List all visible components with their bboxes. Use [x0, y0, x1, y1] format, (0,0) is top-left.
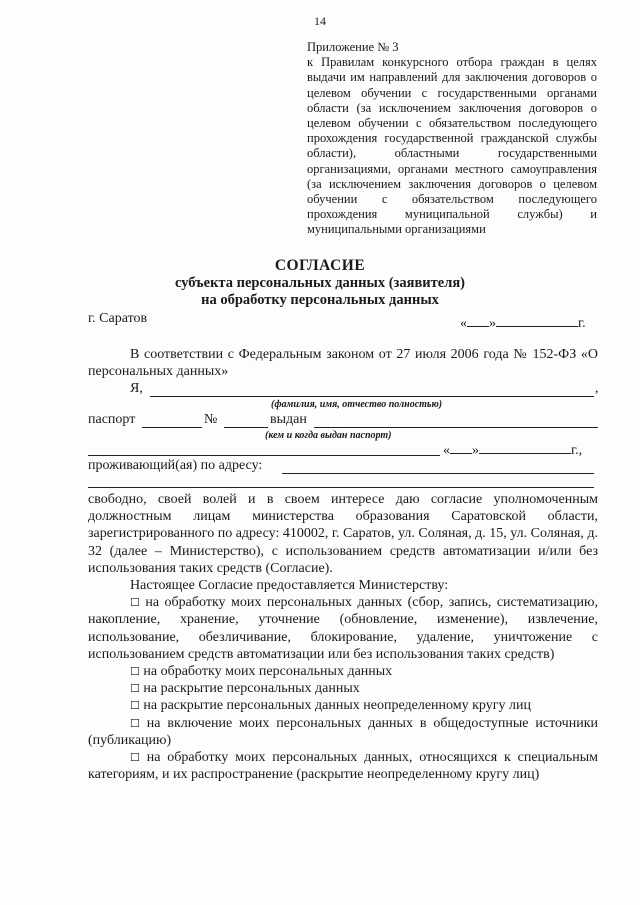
passport-number-label: №: [204, 412, 218, 427]
appendix-text: к Правилам конкурсного отбора граждан в целях выдачи им направлений для заключения договоров о целевом обучении с государственными органами области (за исключением заключения договоров о целевом обучении с обязательством последующего прохождения государственной гражданской службы области), областными государственными организациями, органами местного самоуправления (за исключением заключения договоров о целевом обучении с обязательством последующего прохождения муниципальной службы) и муниципальными организациями: [307, 55, 597, 237]
full-name-field[interactable]: [150, 396, 594, 397]
consent-option-publication[interactable]: [88, 715, 598, 749]
consent-option-text: на включение моих персональных данных в общедоступные источники (публикацию): [88, 715, 599, 748]
issued-by-field[interactable]: [314, 427, 598, 428]
checkbox-icon[interactable]: ☐: [130, 716, 140, 730]
consent-option-public-disclosure[interactable]: [88, 697, 598, 714]
issued-by-continuation-field[interactable]: [88, 455, 440, 456]
consent-option-text: на обработку моих персональных данных (сбор, запись, систематизацию, накопление, хранение, уточнение (обновление, изменение), извлечение, использование, обезличивание, блокирование, удаление, уничтожение с использованием средств автоматизации или без использования таких средств): [88, 595, 599, 662]
year-suffix: г.: [578, 316, 586, 331]
document-subtitle-2: на обработку персональных данных: [201, 292, 439, 308]
consent-option-text: на раскрытие персональных данных неопределенному кругу лиц: [143, 698, 531, 714]
date-close-quote: »: [489, 316, 496, 331]
document-subtitle-1: субъекта персональных данных (заявителя): [174, 275, 466, 291]
checkbox-icon[interactable]: ☐: [130, 596, 140, 610]
page-number: 14: [314, 14, 326, 28]
issue-date-close-quote: »: [472, 443, 479, 458]
document-title: СОГЛАСИЕ: [274, 257, 366, 274]
place-label: г. Саратов: [88, 311, 148, 326]
title-block: [0, 256, 640, 309]
consent-paragraph: свободно, своей волей и в своем интересе даю согласие уполномоченным должностным лицам министерства образования Саратовской области, зарегистрированного по адресу: 410002, г. Саратов, ул. Соляная, д. 15, ул. Соляная, д. 32 (далее – Министерство), с использованием средств автоматизации и/или без использования таких средств (Согласие).: [88, 492, 598, 576]
name-line-comma: ,: [595, 381, 599, 396]
issue-date-field[interactable]: [443, 441, 582, 459]
address-continuation-field[interactable]: [88, 487, 594, 488]
address-field[interactable]: [282, 473, 594, 474]
day-blank[interactable]: [467, 314, 489, 327]
consent-option-text: на раскрытие персональных данных: [143, 681, 360, 697]
checkbox-icon[interactable]: ☐: [130, 699, 140, 713]
consent-option-text: на обработку моих персональных данных, относящихся к специальным категориям, и их распространение (раскрытие неопределенному кругу лиц): [88, 750, 598, 783]
issue-day-blank[interactable]: [450, 441, 472, 454]
passport-label: паспорт: [88, 412, 136, 427]
consent-body: [88, 491, 598, 783]
intro-paragraph: В соответствии с Федеральным законом от 27 июля 2006 года № 152-ФЗ «О персональных данных»: [88, 347, 598, 379]
address-label: проживающий(ая) по адресу:: [88, 458, 263, 473]
consent-option-processing-full[interactable]: [88, 594, 598, 663]
consent-option-text: на обработку моих персональных данных: [143, 664, 393, 680]
consent-scope-intro: Настоящее Согласие предоставляется Министерству:: [130, 578, 449, 594]
appendix-title: Приложение № 3: [307, 40, 399, 54]
passport-series-field[interactable]: [142, 427, 202, 428]
issue-date-suffix: г.,: [571, 443, 583, 458]
issued-label: выдан: [270, 412, 307, 427]
passport-number-field[interactable]: [224, 427, 268, 428]
month-blank[interactable]: [496, 314, 578, 327]
consent-option-special-categories[interactable]: [88, 749, 598, 783]
full-name-hint: (фамилия, имя, отчество полностью): [271, 399, 443, 410]
consent-option-disclosure[interactable]: [88, 680, 598, 697]
checkbox-icon[interactable]: ☐: [130, 751, 140, 765]
i-label: Я,: [130, 381, 143, 396]
issue-date-open-quote: «: [443, 443, 450, 458]
appendix-block: [307, 40, 597, 238]
issue-month-blank[interactable]: [479, 441, 571, 454]
issued-by-hint: (кем и когда выдан паспорт): [265, 430, 392, 441]
checkbox-icon[interactable]: ☐: [130, 665, 140, 679]
signing-date-field[interactable]: [460, 314, 586, 332]
consent-option-processing[interactable]: [88, 663, 598, 680]
date-open-quote: «: [460, 316, 467, 331]
checkbox-icon[interactable]: ☐: [130, 682, 140, 696]
